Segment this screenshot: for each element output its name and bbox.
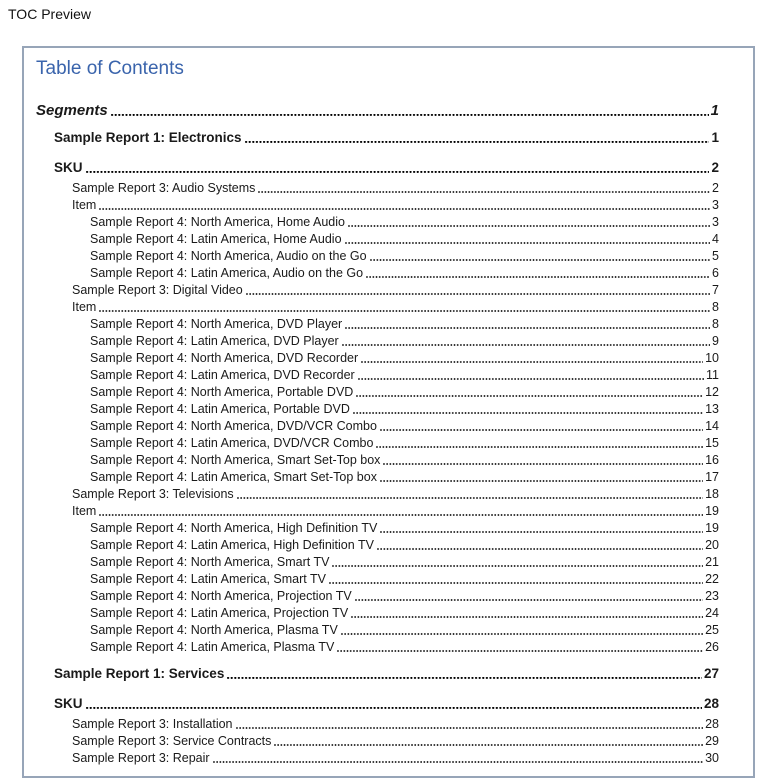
toc-entry-page-number: 29 xyxy=(705,734,719,748)
toc-entry xyxy=(90,519,719,536)
toc-entry-page-number: 25 xyxy=(705,623,719,637)
toc-entry-label: Item xyxy=(72,300,97,314)
dot-leader xyxy=(86,160,710,176)
dot-leader xyxy=(377,537,703,553)
toc-entry xyxy=(90,638,719,655)
toc-entry-label: Sample Report 4: North America, Audio on the Go xyxy=(90,249,367,263)
toc-entry-page-number: 3 xyxy=(712,198,719,212)
toc-entry-label: Sample Report 4: Latin America, DVD Player xyxy=(90,334,339,348)
dot-leader xyxy=(366,265,710,281)
toc-entry-label: Sample Report 4: North America, Smart Set-Top box xyxy=(90,453,381,467)
toc-entry-label: Sample Report 3: Televisions xyxy=(72,487,234,501)
toc-entry-label: Sample Report 4: Latin America, DVD/VCR Combo xyxy=(90,436,374,450)
toc-entry-label: SKU xyxy=(54,160,83,175)
toc-entry xyxy=(72,196,719,213)
toc-entry xyxy=(90,536,719,553)
toc-entry-label: Sample Report 3: Service Contracts xyxy=(72,734,272,748)
dot-leader xyxy=(329,571,703,587)
dot-leader xyxy=(358,367,704,383)
toc-entry-page-number: 3 xyxy=(712,215,719,229)
dot-leader xyxy=(380,520,703,536)
toc-entry xyxy=(72,502,719,519)
toc-entry-page-number: 17 xyxy=(705,470,719,484)
toc-entry-page-number: 1 xyxy=(710,102,719,119)
toc-entry-page-number: 8 xyxy=(712,300,719,314)
toc-entry-page-number: 18 xyxy=(705,487,719,501)
dot-leader xyxy=(258,180,710,196)
toc-entry-page-number: 8 xyxy=(712,317,719,331)
toc-entry-label: Sample Report 4: North America, Home Audio xyxy=(90,215,345,229)
toc-entry xyxy=(54,159,719,176)
toc-entry xyxy=(90,417,719,434)
toc-entry-label: Sample Report 4: North America, High Definition TV xyxy=(90,521,378,535)
dot-leader xyxy=(345,316,710,332)
dot-leader xyxy=(351,605,703,621)
dot-leader xyxy=(227,666,702,682)
toc-entry xyxy=(72,485,719,502)
toc-entry xyxy=(72,298,719,315)
toc-entry xyxy=(72,281,719,298)
dot-leader xyxy=(337,639,703,655)
toc-entry-label: SKU xyxy=(54,696,83,711)
toc-entry-label: Sample Report 4: Latin America, Audio on the Go xyxy=(90,266,364,280)
dot-leader xyxy=(111,103,709,119)
toc-entry xyxy=(90,451,719,468)
toc-entry xyxy=(90,468,719,485)
dot-leader xyxy=(380,418,703,434)
toc-entry-page-number: 2 xyxy=(712,181,719,195)
toc-entry-label: Item xyxy=(72,504,97,518)
dot-leader xyxy=(213,750,704,766)
toc-entry-page-number: 14 xyxy=(705,419,719,433)
toc-entry-page-number: 6 xyxy=(712,266,719,280)
dot-leader xyxy=(342,333,710,349)
dot-leader xyxy=(355,588,703,604)
toc-entry xyxy=(90,604,719,621)
toc-preview-title: TOC Preview xyxy=(8,6,91,22)
toc-entry-label: Sample Report 4: Latin America, DVD Recorder xyxy=(90,368,355,382)
toc-entry-page-number: 11 xyxy=(706,368,719,382)
toc-entry xyxy=(54,129,719,146)
dot-leader xyxy=(353,401,703,417)
toc-entry-page-number: 30 xyxy=(705,751,719,765)
toc-entry xyxy=(72,715,719,732)
dot-leader xyxy=(99,299,710,315)
toc-entry-label: Sample Report 3: Digital Video xyxy=(72,283,243,297)
dot-leader xyxy=(246,282,710,298)
toc-entry-page-number: 16 xyxy=(705,453,719,467)
toc-entries xyxy=(36,101,719,766)
toc-entry-label: Sample Report 4: North America, DVD Player xyxy=(90,317,343,331)
toc-entry xyxy=(90,383,719,400)
toc-entry-page-number: 1 xyxy=(711,130,719,145)
toc-entry xyxy=(90,400,719,417)
toc-entry-page-number: 19 xyxy=(705,521,719,535)
dot-leader xyxy=(245,130,710,146)
toc-entry-page-number: 20 xyxy=(705,538,719,552)
toc-entry-page-number: 9 xyxy=(712,334,719,348)
toc-entry xyxy=(72,749,719,766)
toc-entry xyxy=(90,570,719,587)
dot-leader xyxy=(99,197,710,213)
toc-entry-label: Sample Report 4: North America, DVD Recorder xyxy=(90,351,359,365)
toc-entry-page-number: 4 xyxy=(712,232,719,246)
dot-leader xyxy=(345,231,711,247)
toc-entry xyxy=(90,366,719,383)
toc-entry-label: Sample Report 4: Latin America, Portable DVD xyxy=(90,402,350,416)
toc-entry-label: Segments xyxy=(36,102,108,119)
toc-heading: Table of Contents xyxy=(36,58,184,79)
toc-entry-page-number: 15 xyxy=(705,436,719,450)
toc-entry-page-number: 5 xyxy=(712,249,719,263)
toc-entry-label: Sample Report 4: Latin America, Home Audio xyxy=(90,232,342,246)
toc-entry xyxy=(90,349,719,366)
dot-leader xyxy=(383,452,703,468)
toc-entry-page-number: 7 xyxy=(712,283,719,297)
toc-entry xyxy=(90,553,719,570)
dot-leader xyxy=(341,622,703,638)
dot-leader xyxy=(356,384,703,400)
toc-entry-label: Sample Report 4: North America, Portable DVD xyxy=(90,385,354,399)
dot-leader xyxy=(237,486,703,502)
dot-leader xyxy=(86,696,702,712)
dot-leader xyxy=(376,435,703,451)
dot-leader xyxy=(99,503,703,519)
toc-entry xyxy=(90,434,719,451)
toc-entry xyxy=(90,621,719,638)
toc-entry-page-number: 19 xyxy=(705,504,719,518)
toc-entry xyxy=(54,695,719,712)
toc-entry xyxy=(72,732,719,749)
toc-entry xyxy=(54,665,719,682)
toc-entry xyxy=(36,101,719,119)
toc-entry-page-number: 28 xyxy=(705,717,719,731)
toc-entry xyxy=(90,247,719,264)
toc-entry-label: Sample Report 1: Services xyxy=(54,666,225,681)
toc-preview-box xyxy=(22,46,755,778)
toc-entry-page-number: 27 xyxy=(703,666,719,681)
toc-entry-label: Sample Report 3: Repair xyxy=(72,751,210,765)
toc-entry-page-number: 2 xyxy=(711,160,719,175)
dot-leader xyxy=(274,733,703,749)
toc-entry-label: Sample Report 4: Latin America, Smart Set-Top box xyxy=(90,470,377,484)
toc-entry xyxy=(90,213,719,230)
toc-entry-label: Sample Report 4: North America, Smart TV xyxy=(90,555,330,569)
toc-entry-label: Sample Report 4: North America, DVD/VCR Combo xyxy=(90,419,377,433)
toc-entry-page-number: 26 xyxy=(705,640,719,654)
dot-leader xyxy=(380,469,703,485)
toc-entry-label: Sample Report 3: Audio Systems xyxy=(72,181,256,195)
toc-entry xyxy=(90,315,719,332)
toc-entry-label: Sample Report 4: Latin America, Projection TV xyxy=(90,606,349,620)
toc-entry xyxy=(90,230,719,247)
toc-entry-label: Sample Report 4: Latin America, High Definition TV xyxy=(90,538,374,552)
toc-entry-page-number: 10 xyxy=(705,351,719,365)
dot-leader xyxy=(236,716,704,732)
toc-entry-page-number: 28 xyxy=(703,696,719,711)
dot-leader xyxy=(332,554,703,570)
toc-entry-page-number: 23 xyxy=(705,589,719,603)
toc-entry-label: Sample Report 1: Electronics xyxy=(54,130,242,145)
toc-entry xyxy=(90,264,719,281)
toc-entry-label: Sample Report 4: Latin America, Smart TV xyxy=(90,572,326,586)
toc-entry-page-number: 24 xyxy=(705,606,719,620)
dot-leader xyxy=(370,248,711,264)
toc-entry xyxy=(90,332,719,349)
toc-entry xyxy=(90,587,719,604)
toc-entry-page-number: 21 xyxy=(705,555,719,569)
toc-entry-label: Sample Report 4: North America, Projection TV xyxy=(90,589,352,603)
toc-entry xyxy=(72,179,719,196)
toc-entry-label: Sample Report 3: Installation xyxy=(72,717,233,731)
toc-entry-page-number: 22 xyxy=(705,572,719,586)
toc-entry-label: Sample Report 4: North America, Plasma TV xyxy=(90,623,338,637)
toc-entry-label: Item xyxy=(72,198,97,212)
dot-leader xyxy=(348,214,710,230)
dot-leader xyxy=(361,350,703,366)
toc-entry-label: Sample Report 4: Latin America, Plasma TV xyxy=(90,640,335,654)
toc-entry-page-number: 13 xyxy=(705,402,719,416)
toc-entry-page-number: 12 xyxy=(705,385,719,399)
